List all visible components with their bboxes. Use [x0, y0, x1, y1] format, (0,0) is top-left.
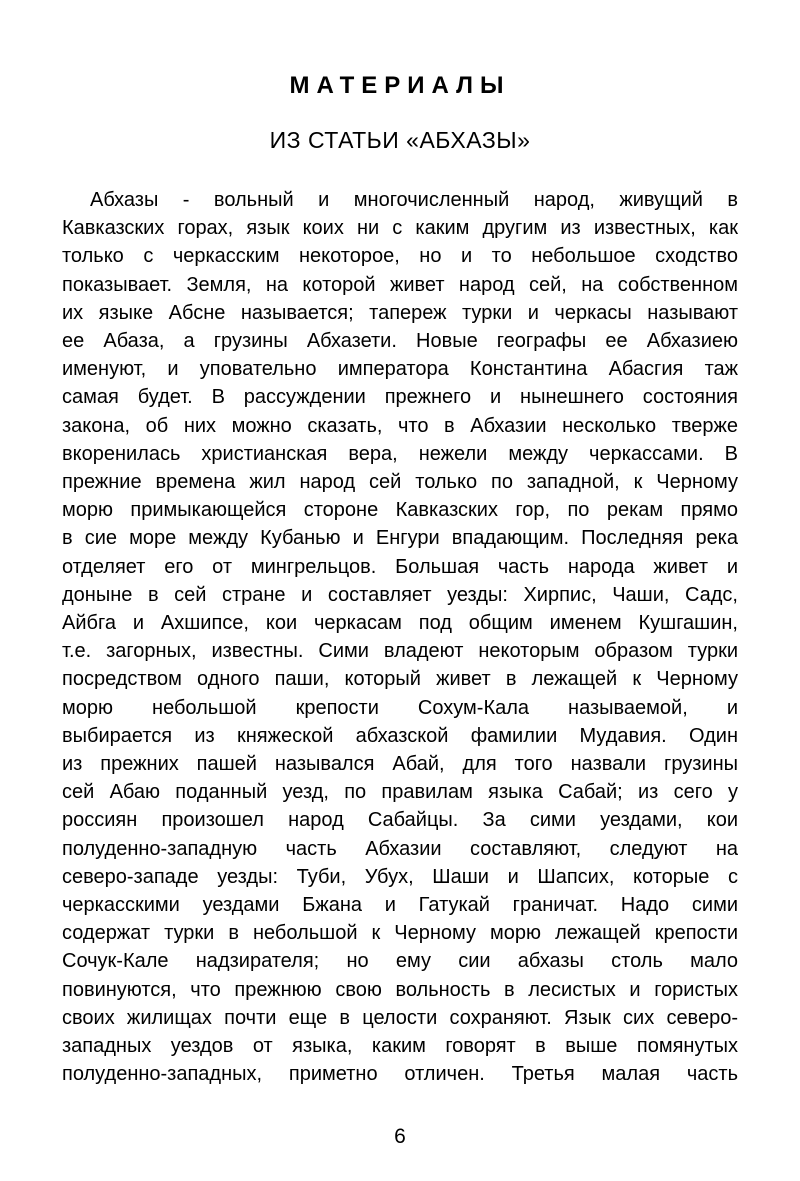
text-line: закона, об них можно сказать, что в Абхазии несколько тверже [62, 414, 738, 437]
text-line: морю небольшой крепости Сохум-Кала называемой, и [62, 696, 738, 719]
article-body [62, 186, 738, 1089]
text-line: отделяет его от мингрельцов. Большая часть народа живет и [62, 555, 738, 578]
text-line: морю примыкающейся стороне Кавказских гор, по рекам прямо [62, 499, 738, 522]
text-line: посредством одного паши, который живет в лежащей к Черному [62, 668, 738, 691]
article-subtitle: ИЗ СТАТЬИ «АБХАЗЫ» [269, 127, 531, 153]
text-line: своих жилищах почти еще в целости сохраняют. Язык сих северо- [62, 1006, 738, 1029]
text-line: ее Абаза, а грузины Абхазети. Новые географы ее Абхазиею [62, 330, 738, 353]
text-line: Кавказских горах, язык коих ни с каким другим из известных, как [62, 217, 738, 240]
text-line: доныне в сей стране и составляет уезды: Хирпис, Чаши, Садс, [62, 583, 738, 606]
text-line: показывает. Земля, на которой живет народ сей, на собственном [62, 273, 738, 296]
text-line: самая будет. В рассуждении прежнего и нынешнего состояния [62, 386, 738, 409]
text-line: в сие море между Кубанью и Енгури впадающим. Последняя река [62, 527, 738, 550]
page-number: 6 [394, 1125, 406, 1148]
text-line: т.е. загорных, известны. Сими владеют некоторым образом турки [62, 640, 738, 663]
text-line: выбирается из княжеской абхазской фамилии Мудавия. Один [62, 724, 738, 747]
text-line: северо-западе уезды: Туби, Убух, Шаши и Шапсих, которые с [62, 865, 738, 888]
text-line: повинуются, что прежнюю свою вольность в лесистых и гористых [62, 978, 738, 1001]
text-line: из прежних пашей назывался Абай, для того назвали грузины [62, 753, 738, 776]
text-line: только с черкасским некоторое, но и то небольшое сходство [62, 245, 738, 268]
text-line: Айбга и Ахшипсе, кои черкасам под общим именем Кушгашин, [62, 612, 738, 635]
text-line: россиян произошел народ Сабайцы. За сими уездами, кои [62, 809, 738, 832]
text-line: Сочук-Кале надзирателя; но ему сии абхазы столь мало [62, 950, 738, 973]
text-line: содержат турки в небольшой к Черному морю лежащей крепости [62, 922, 738, 945]
text-line: вкоренилась христианская вера, нежели между черкассами. В [62, 442, 738, 465]
text-line: западных уездов от языка, каким говорят в выше помянутых [62, 1035, 738, 1058]
text-line: Абхазы - вольный и многочисленный народ, живущий в [90, 189, 738, 211]
text-line: черкасскими уездами Бжана и Гатукай граничат. Надо сими [62, 894, 738, 917]
text-line: сей Абаю поданный уезд, по правилам языка Сабай; из сего у [62, 781, 738, 804]
text-line: полуденно-западную часть Абхазии составляют, следуют на [62, 837, 738, 860]
text-line: именуют, и уповательно императора Константина Абасгия таж [62, 358, 738, 381]
text-line: полуденно-западных, приметно отличен. Третья малая часть [62, 1063, 738, 1086]
text-line: их языке Абсне называется; тапереж турки и черкасы называют [62, 301, 738, 324]
page-title: МАТЕРИАЛЫ [289, 72, 511, 99]
text-line: прежние времена жил народ сей только по западной, к Черному [62, 471, 738, 494]
